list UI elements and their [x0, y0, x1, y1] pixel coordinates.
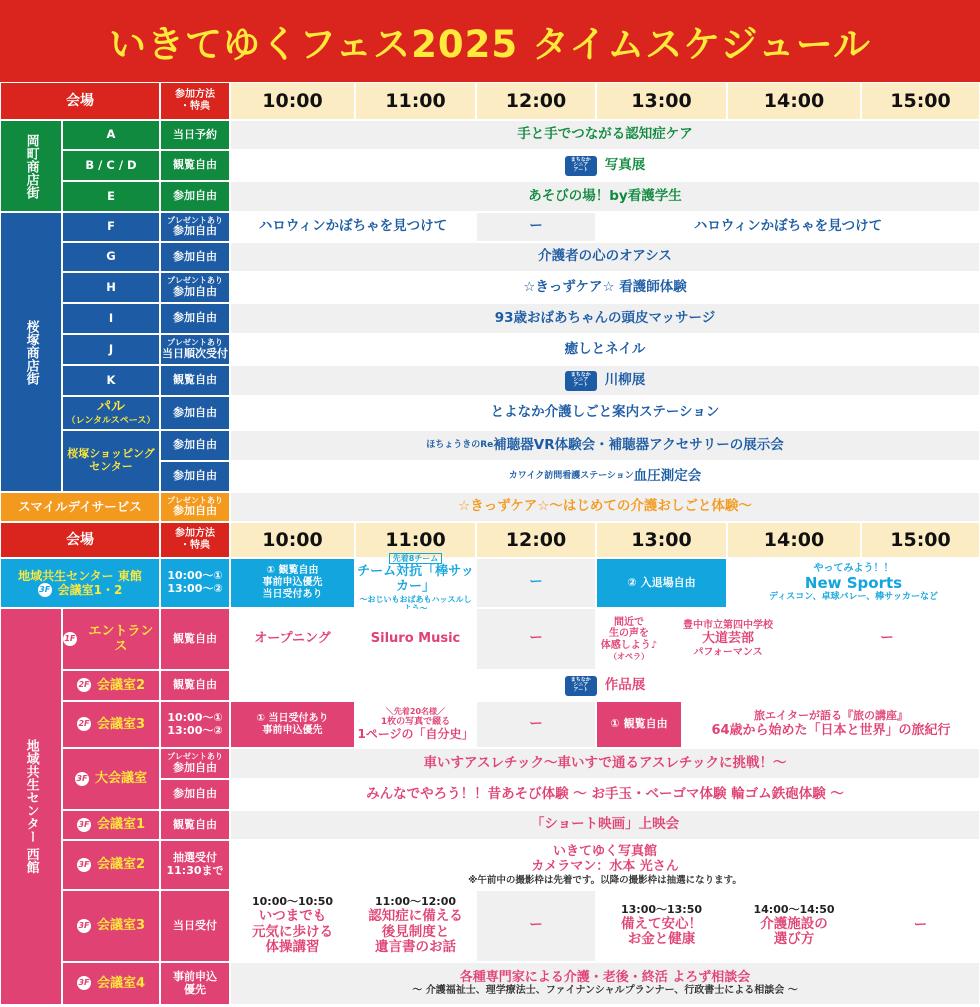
venue-label: I [108, 310, 114, 325]
event-label: 作品展 [604, 676, 646, 693]
event-label: 川柳展 [604, 371, 646, 388]
event-F-1 [231, 213, 475, 241]
method-label: 参加自由 [173, 438, 217, 452]
method-label: 観覧自由 [173, 158, 217, 172]
event-prefix: ほちょうきのRe [426, 440, 494, 451]
method-header [161, 523, 229, 557]
logo-text: アート [573, 167, 589, 173]
method-label: 事前申込 [173, 969, 217, 983]
event-R3-2 [356, 891, 475, 961]
floor-badge-icon: 3F [75, 772, 89, 786]
event-label: 豊中市立第四中学校 [683, 619, 773, 631]
event-time: 14:00〜14:50 [753, 902, 835, 916]
time-label: 12:00 [505, 89, 567, 112]
event-label: 64歳から始めた「日本と世界」の旅紀行 [711, 723, 951, 739]
method-label: 参加方法 [175, 89, 215, 101]
event-label: 体感しよう♪ [600, 640, 658, 652]
event-label: ディスコン、卓球バレー、棒サッカーなど [768, 592, 939, 603]
venue-label: 会議室3 [96, 918, 146, 934]
time-header-3 [597, 83, 726, 119]
event-label: ー [880, 630, 894, 647]
event-label: 生の声を [609, 628, 649, 640]
method-label: 当日予約 [173, 127, 217, 141]
event-PAL [231, 397, 979, 429]
method-BIG-1 [161, 749, 229, 778]
method-label: 観覧自由 [173, 817, 217, 831]
time-header-5-b [862, 523, 979, 557]
method-SC-1 [161, 431, 229, 460]
event-prefix: カワイク訪問看護ステーション [508, 471, 634, 482]
event-R3-5 [728, 891, 860, 961]
method-label: 13:00〜② [167, 723, 223, 737]
venue-label: 大会議室 [94, 771, 147, 787]
venue-K [63, 366, 159, 395]
event-label: 1ページの「自分史」 [357, 727, 474, 742]
method-F [161, 213, 229, 241]
perk-label: ・特典 [180, 101, 210, 112]
venue-ENT [63, 609, 159, 669]
venue-label: 地域共生センター 東館 [18, 568, 142, 583]
method-G [161, 243, 229, 271]
event-label: 手と手でつながる認知症ケア [517, 126, 693, 143]
venue-label: 会議室1 [96, 817, 146, 833]
present-note: プレゼントあり [167, 495, 223, 505]
event-label: ハロウィンかぼちゃを見つけて [693, 218, 883, 235]
event-EAST-5 [728, 559, 979, 607]
event-label: 車いすアスレチック〜車いすで通るアスレチックに挑戦！〜 [423, 754, 787, 771]
event-label: 体操講習 [265, 939, 320, 956]
venue-label: J [108, 341, 114, 356]
method-label: 参加自由 [173, 249, 217, 263]
event-ENT-6 [795, 609, 979, 669]
method-H [161, 273, 229, 302]
event-R3-1 [231, 891, 354, 961]
event-label: とよなか介護しごと案内ステーション [490, 404, 720, 421]
event-J [231, 335, 979, 364]
event-BIG-2 [231, 780, 979, 809]
event-label: やってみよう！！ [813, 562, 894, 574]
method-BIG-2 [161, 780, 229, 809]
venue-R4 [63, 963, 159, 1004]
venue-label: 会議室1・2 [57, 583, 123, 597]
area-smile [1, 493, 159, 521]
venue-label: 桜塚ショッピング [67, 447, 155, 461]
event-label: 癒しとネイル [564, 340, 646, 357]
venue-EAST [1, 559, 159, 607]
event-ENT-5 [663, 609, 793, 669]
event-BIG-1 [231, 749, 979, 778]
present-note: プレゼントあり [167, 752, 223, 762]
method-PAL [161, 397, 229, 429]
event-label: ☆きっずケア☆ 看護師体験 [523, 278, 687, 295]
method-label: 抽選受付 [173, 851, 217, 865]
area-label: 岡町商店街 [23, 133, 39, 199]
time-header-4-b [728, 523, 860, 557]
method-label: 13:00〜② [167, 582, 223, 595]
venue-label: A [106, 127, 116, 142]
logo-text: シニア [573, 162, 589, 168]
venue-R1 [63, 811, 159, 839]
time-label: 15:00 [890, 528, 951, 551]
method-label: 11:30まで [166, 864, 224, 877]
event-label: 事前申込優先 [262, 724, 323, 736]
time-header-1 [356, 83, 475, 119]
method-label: 参加自由 [173, 504, 217, 518]
machinaka-senior-art-logo [565, 371, 597, 391]
event-K3-3 [477, 702, 595, 747]
time-label: 14:00 [763, 528, 825, 551]
event-ENT-3 [477, 609, 595, 669]
area-label: スマイルデイサービス [18, 498, 142, 514]
event-ENT-4 [597, 609, 661, 669]
event-label: 「ショート映画」上映会 [530, 816, 680, 833]
event-K3-5 [683, 702, 979, 747]
event-note: ※午前中の撮影枠は先着です。以降の撮影枠は抽選になります。 [468, 874, 742, 886]
event-label: ＼先着20名様／ [385, 707, 446, 717]
event-EAST-1 [231, 559, 354, 607]
event-label: ー [913, 917, 928, 934]
event-label: 遺言書のお話 [375, 939, 456, 956]
event-K3-1 [231, 702, 354, 747]
method-label: 優先 [184, 982, 206, 996]
event-label: ☆きっずケア☆〜はじめての介護おしごと体験〜 [458, 498, 752, 515]
event-ENT-2 [356, 609, 475, 669]
venue-label: 会議室4 [96, 975, 146, 991]
event-SC-1 [231, 431, 979, 460]
event-label: いつまでも [258, 907, 327, 924]
event-F-2 [477, 213, 595, 241]
method-label: 10:00〜① [167, 710, 223, 724]
venue-label: E [107, 188, 115, 203]
venue-label: K [106, 372, 116, 387]
event-label: ー [529, 715, 543, 732]
event-label: ① 観覧自由 [266, 565, 319, 577]
area-kyosei-west [1, 609, 61, 1004]
event-R3-4 [597, 891, 726, 961]
time-label: 12:00 [505, 528, 567, 551]
venue-header [1, 523, 159, 557]
event-EAST-2 [356, 553, 475, 607]
event-label: ② 入退場自由 [627, 575, 696, 589]
method-I [161, 304, 229, 333]
venue-header-label: 会場 [66, 92, 94, 109]
event-label: 認知症に備える [368, 907, 463, 924]
event-F-3 [597, 213, 979, 241]
method-label: 当日受付 [173, 918, 217, 932]
method-E [161, 182, 229, 211]
event-E [231, 182, 979, 211]
time-label: 13:00 [631, 89, 692, 112]
time-label: 10:00 [262, 528, 323, 551]
event-label: 93歳おばあちゃんの頭皮マッサージ [494, 309, 716, 326]
venue-R2 [63, 841, 159, 889]
venue-label: 会議室3 [96, 716, 146, 732]
event-SMILE [231, 493, 979, 521]
event-label: New Sports [804, 573, 903, 592]
event-G [231, 243, 979, 271]
method-SMILE [161, 493, 229, 521]
venue-label: 会議室2 [96, 677, 146, 693]
area-label: 桜塚商店街 [23, 319, 39, 385]
present-note: プレゼントあり [167, 338, 223, 348]
method-label: 観覧自由 [173, 631, 217, 645]
time-header-2-b [477, 523, 595, 557]
venue-R3 [63, 891, 159, 961]
event-label: パフォーマンス [693, 646, 763, 658]
perk-label: ・特典 [180, 540, 210, 551]
venue-H [63, 273, 159, 302]
logo-text: アート [573, 687, 589, 693]
floor-badge-icon: 3F [77, 976, 91, 990]
time-header-2 [477, 83, 595, 119]
venue-K2 [63, 671, 159, 700]
event-I [231, 304, 979, 333]
event-H [231, 273, 979, 302]
event-label: あそびの場！by看護学生 [528, 187, 682, 204]
event-label: 事前申込優先 [262, 577, 323, 589]
venue-G [63, 243, 159, 271]
event-label: 介護者の心のオアシス [538, 248, 672, 265]
present-note: プレゼントあり [167, 215, 223, 225]
method-label: 観覧自由 [173, 373, 217, 387]
method-label: 当日順次受付 [162, 346, 228, 360]
floor-badge-icon: 3F [38, 583, 52, 597]
event-label: お金と健康 [627, 931, 696, 948]
floor-badge-icon: 2F [77, 678, 91, 692]
venue-PAL [63, 397, 159, 429]
event-label: ハロウィンかぼちゃを見つけて [258, 218, 448, 235]
area-label: 地域共生センター 西館 [23, 739, 39, 874]
time-label: 11:00 [385, 528, 446, 551]
venue-header [1, 83, 159, 119]
page-title: いきてゆくフェス2025 タイムスケジュール [0, 0, 980, 82]
method-SC-2 [161, 462, 229, 491]
present-note: プレゼントあり [167, 276, 223, 286]
event-label: ① 観覧自由 [610, 717, 668, 731]
floor-badge-icon: 3F [77, 919, 91, 933]
event-EAST-3 [477, 559, 595, 607]
method-label: 参加自由 [173, 760, 217, 774]
event-label: みんなでやろう！！昔あそび体験 〜 お手玉・ベーゴマ体験 輪ゴム鉄砲体験 〜 [366, 785, 844, 802]
time-label: 14:00 [763, 89, 825, 112]
method-R1 [161, 811, 229, 839]
event-label: ー [529, 630, 543, 647]
event-K [231, 366, 979, 395]
venue-label: パル [97, 399, 125, 416]
venue-label: H [106, 279, 116, 294]
event-note: 〜 介護福祉士、理学療法士、ファイナンシャルプランナー、行政書士による相談会 〜 [412, 985, 798, 997]
event-label: ① 当日受付あり [256, 712, 329, 724]
time-header-0-b [231, 523, 354, 557]
method-R2 [161, 841, 229, 889]
event-label: ー [529, 218, 543, 235]
event-label: チーム対抗「棒サッカー」 [357, 563, 474, 595]
method-A [161, 121, 229, 149]
venue-K3 [63, 702, 159, 747]
area-okamachi [1, 121, 61, 211]
logo-text: アート [573, 382, 589, 388]
event-K3-2 [356, 702, 475, 747]
event-R3-6 [862, 891, 979, 961]
event-label: 旅エイターが語る『旅の講座』 [754, 709, 908, 723]
event-R4 [231, 963, 979, 1004]
logo-text: まちなか [570, 677, 591, 683]
event-R3-3 [477, 891, 595, 961]
event-ENT-1 [231, 609, 354, 669]
venue-BIG [63, 749, 159, 809]
venue-SC [63, 431, 159, 491]
event-label: （オペラ） [609, 651, 649, 661]
time-label: 13:00 [631, 528, 692, 551]
logo-text: まちなか [570, 157, 591, 163]
event-label: 介護施設の [760, 915, 828, 932]
event-A [231, 121, 979, 149]
event-label: 当日受付あり [262, 588, 323, 600]
venue-label: F [107, 219, 115, 234]
machinaka-senior-art-logo [565, 156, 597, 176]
event-K2 [231, 671, 979, 700]
method-label: 10:00〜① [167, 569, 223, 583]
event-label: 補聴器VR体験会・補聴器アクセサリーの展示会 [493, 436, 784, 453]
venue-F [63, 213, 159, 241]
event-time: 11:00〜12:00 [374, 894, 457, 908]
method-R4 [161, 963, 229, 1004]
floor-badge-icon: 1F [63, 632, 77, 646]
method-label: 参加自由 [173, 469, 217, 483]
event-R2 [231, 841, 979, 889]
venue-A [63, 121, 159, 149]
time-label: 10:00 [262, 89, 323, 112]
venue-header-label: 会場 [66, 531, 94, 548]
floor-badge-icon: 2F [77, 717, 91, 731]
logo-text: シニア [573, 682, 589, 688]
method-K3 [161, 702, 229, 747]
venue-label: センター [89, 460, 133, 473]
venue-label: G [106, 249, 116, 264]
event-label: 血圧測定会 [633, 467, 702, 484]
event-BCD [231, 151, 979, 180]
event-label: ー [529, 574, 543, 591]
event-label: Siluro Music [370, 631, 461, 647]
time-label: 11:00 [385, 89, 446, 112]
event-time: 13:00〜13:50 [620, 902, 703, 916]
event-label: 写真展 [604, 156, 646, 173]
event-label: いきてゆく写真館 [552, 844, 657, 860]
event-label: 選び方 [773, 931, 815, 948]
venue-label: 会議室2 [96, 857, 146, 873]
event-time: 10:00〜10:50 [251, 894, 334, 908]
event-label: 間近で [614, 616, 644, 628]
time-header-4 [728, 83, 860, 119]
method-label: 参加自由 [173, 224, 217, 238]
event-EAST-4 [597, 559, 726, 607]
time-label: 15:00 [890, 89, 951, 112]
venue-E [63, 182, 159, 211]
event-K3-4 [597, 702, 681, 747]
logo-text: シニア [573, 377, 589, 383]
method-J [161, 335, 229, 364]
event-SC-2 [231, 462, 979, 491]
method-label: 参加自由 [173, 311, 217, 325]
venue-label: エントランス [88, 623, 154, 654]
method-label: 参加方法 [175, 528, 215, 540]
logo-text: まちなか [570, 372, 591, 378]
event-tag: 先着8チーム [389, 553, 443, 564]
event-label: ー [529, 917, 543, 934]
event-label: 各種専門家による介護・老後・終活 よろず相談会 [459, 969, 751, 985]
venue-sub-label: （レンタルスペース） [66, 415, 156, 426]
area-sakurazuka [1, 213, 61, 491]
method-header [161, 83, 229, 119]
event-label: 備えて安心！ [621, 915, 702, 932]
time-header-3-b [597, 523, 726, 557]
method-K2 [161, 671, 229, 700]
event-label: オープニング [254, 631, 331, 647]
method-EAST [161, 559, 229, 607]
event-sub: 〜おじいもおばあもハッスルし [359, 594, 472, 604]
venue-J [63, 335, 159, 364]
event-label: 1枚の写真で綴る [380, 716, 451, 727]
venue-BCD [63, 151, 159, 180]
method-label: 参加自由 [173, 787, 217, 801]
method-K [161, 366, 229, 395]
method-label: 観覧自由 [173, 678, 217, 692]
method-label: 参加自由 [173, 284, 217, 298]
machinaka-senior-art-logo [565, 676, 597, 696]
method-R3 [161, 891, 229, 961]
method-label: 参加自由 [173, 405, 217, 419]
floor-badge-icon: 3F [77, 818, 91, 832]
event-label: 後見制度と [381, 923, 450, 940]
method-ENT [161, 609, 229, 669]
method-label: 参加自由 [173, 189, 217, 203]
event-R1 [231, 811, 979, 839]
method-BCD [161, 151, 229, 180]
event-label: 元気に歩ける [252, 923, 333, 940]
event-label: カメラマン：水本 光さん [531, 859, 679, 875]
event-label: 大道芸部 [701, 631, 754, 647]
venue-label: B / C / D [85, 157, 137, 172]
time-header-5 [862, 83, 979, 119]
floor-badge-icon: 3F [77, 858, 91, 872]
time-header-0 [231, 83, 354, 119]
venue-I [63, 304, 159, 333]
